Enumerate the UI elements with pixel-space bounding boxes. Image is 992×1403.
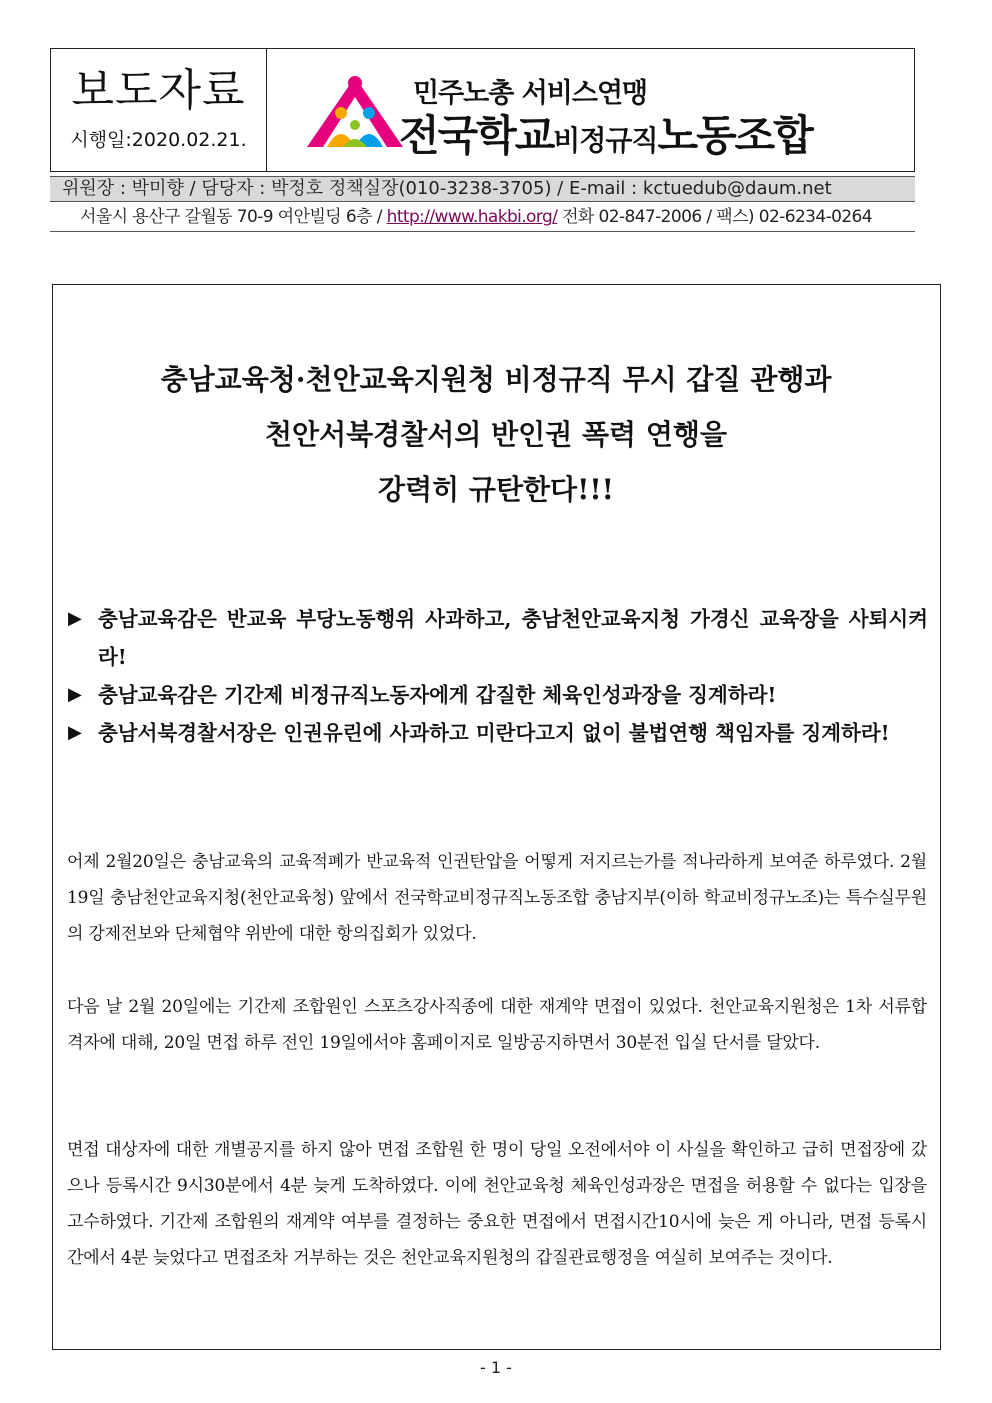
org-banner xyxy=(267,49,914,171)
doc-type-cell xyxy=(51,49,267,171)
demand-text: 충남교육감은 기간제 비정규직노동자에게 갑질한 체육인성과장을 징계하라! xyxy=(98,683,777,707)
org-union-name xyxy=(399,103,812,163)
org-name-part-b: 비정규직 xyxy=(553,124,658,157)
demand-text: 충남서북경찰서장은 인권유린에 사과하고 미란다고지 없이 불법연행 책임자를 징계하라! xyxy=(98,721,890,745)
address-bar xyxy=(50,204,915,232)
page-number: - 1 - xyxy=(480,1358,512,1377)
org-federation-name: 민주노총 서비스연맹 xyxy=(413,78,648,109)
org-name-part-c: 노동조합 xyxy=(657,111,812,160)
triangle-bullet-icon: ▶ xyxy=(68,722,82,743)
press-release-header xyxy=(50,48,915,172)
body-paragraph-2: 다음 날 2월 20일에는 기간제 조합원인 스포츠강사직종에 대한 재계약 면접이 있었다. 천안교육지원청은 1차 서류합격자에 대해, 20일 면접 하루 전인 19일에서야 홈페이지로 일방공지하면서 30분전 입실 단서를 달았다. xyxy=(67,997,927,1053)
headline-line-1: 충남교육청·천안교육지원청 비정규직 무시 갑질 관행과 xyxy=(160,363,832,396)
doc-type-label: 보도자료 xyxy=(71,64,246,116)
union-logo-icon xyxy=(305,69,405,151)
demand-item xyxy=(68,600,928,676)
headline-line-3: 강력히 규탄한다!!! xyxy=(378,473,614,506)
body-paragraph-3: 면접 대상자에 대한 개별공지를 하지 않아 면접 조합원 한 명이 당일 오전에서야 이 사실을 확인하고 급히 면접장에 갔으나 등록시간 9시30분에서 4분 늦게 도착하였다. 이에 천안교육청 체육인성과장은 면접을 허용할 수 없다는 입장을 고수하였다. 기간제 조합원의 재계약 여부를 결정하는 중요한 면접에서 면접시간10시에 늦은 게 아니라, 면접 등록시간에서 4분 늦었다고 면접조차 거부하는 것은 천안교육지원청의 갑질관료행정을 여실히 보여주는 것이다. xyxy=(67,1140,927,1268)
demand-item xyxy=(68,676,928,714)
body-paragraph-1: 어제 2월20일은 충남교육의 교육적폐가 반교육적 인권탄압을 어떻게 저지르는가를 적나라하게 보여준 하루였다. 2월19일 충남천안교육지청(천안교육청) 앞에서 전국학교비정규직노동조합 충남지부(이하 학교비정규노조)는 특수실무원의 강제전보와 단체협약 위반에 대한 항의집회가 있었다. xyxy=(67,852,927,944)
triangle-bullet-icon: ▶ xyxy=(68,684,82,705)
demand-text: 충남교육감은 반교육 부당노동행위 사과하고, 충남천안교육지청 가경신 교육장을 사퇴시켜라! xyxy=(98,607,928,669)
address-text: 서울시 용산구 갈월동 70-9 여안빌딩 6층 / xyxy=(80,207,387,227)
contact-bar: 위원장 : 박미향 / 담당자 : 박정호 정책실장(010-3238-3705) / E-mail : kctuedub@daum.net xyxy=(50,176,915,202)
triangle-bullet-icon: ▶ xyxy=(68,608,82,629)
website-link[interactable]: http://www.hakbi.org/ xyxy=(386,207,558,227)
headline-line-2: 천안서북경찰서의 반인권 폭력 연행을 xyxy=(264,418,727,451)
phone-fax-text: 전화 02-847-2006 / 팩스) 02-6234-0264 xyxy=(557,207,872,227)
org-name-part-a: 전국학교 xyxy=(399,111,554,160)
headline xyxy=(0,352,992,517)
issue-date: 시행일:2020.02.21. xyxy=(70,128,247,151)
demands-list xyxy=(68,600,928,752)
demand-item xyxy=(68,714,928,752)
